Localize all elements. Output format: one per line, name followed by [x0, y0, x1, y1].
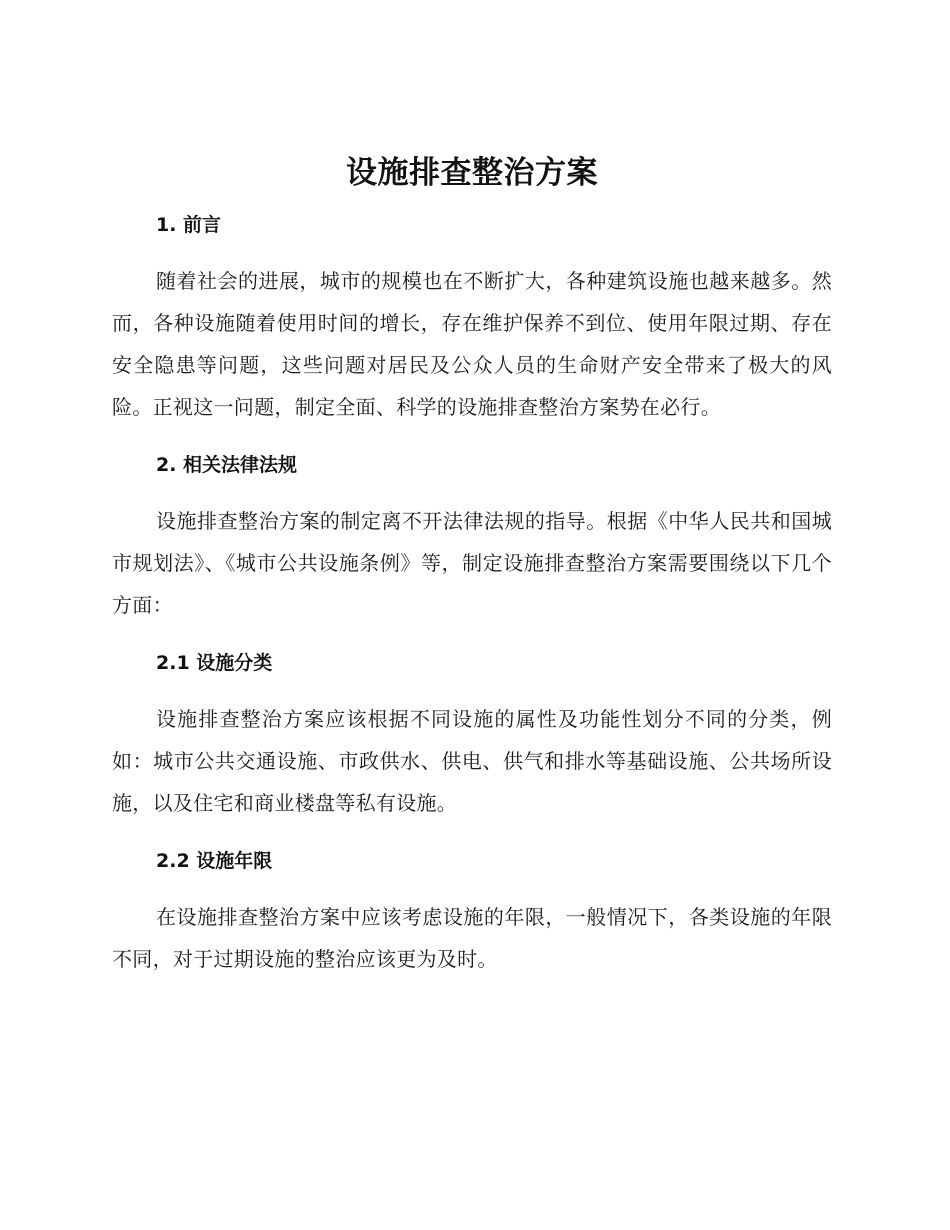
document-title: 设施排查整治方案 [346, 155, 598, 191]
section-facility-age [112, 846, 832, 980]
spacer [112, 240, 832, 260]
document-page [112, 150, 832, 980]
section-heading-laws-regulations: 2. 相关法律法规 [156, 454, 298, 476]
section-heading-facility-classification: 2.1 设施分类 [156, 652, 273, 674]
section-heading-preface: 1. 前言 [156, 214, 222, 236]
section-body-facility-classification: 设施排查整治方案应该根据不同设施的属性及功能性划分不同的分类，例如：城市公共交通设施、市政供水、供电、供气和排水等基础设施、公共场所设施，以及住宅和商业楼盘等私有设施。 [112, 707, 832, 815]
section-heading-facility-age: 2.2 设施年限 [156, 850, 273, 872]
section-body-preface: 随着社会的进展，城市的规模也在不断扩大，各种建筑设施也越来越多。然而，各种设施随着使用时间的增长，存在维护保养不到位、使用年限过期、存在安全隐患等问题，这些问题对居民及公众人员的生命财产安全带来了极大的风险。正视这一问题，制定全面、科学的设施排查整治方案势在必行。 [112, 269, 832, 419]
section-body-facility-age: 在设施排查整治方案中应该考虑设施的年限，一般情况下，各类设施的年限不同，对于过期设施的整治应该更为及时。 [112, 905, 832, 971]
spacer [112, 824, 832, 846]
spacer [112, 876, 832, 896]
spacer [112, 428, 832, 450]
section-body-laws-regulations: 设施排查整治方案的制定离不开法律法规的指导。根据《中华人民共和国城市规划法》、《城市公共设施条例》等，制定设施排查整治方案需要围绕以下几个方面： [112, 509, 832, 617]
spacer [112, 678, 832, 698]
spacer [112, 480, 832, 500]
spacer [112, 626, 832, 648]
section-facility-classification [112, 648, 832, 846]
section-laws-regulations [112, 450, 832, 648]
section-preface [112, 210, 832, 450]
